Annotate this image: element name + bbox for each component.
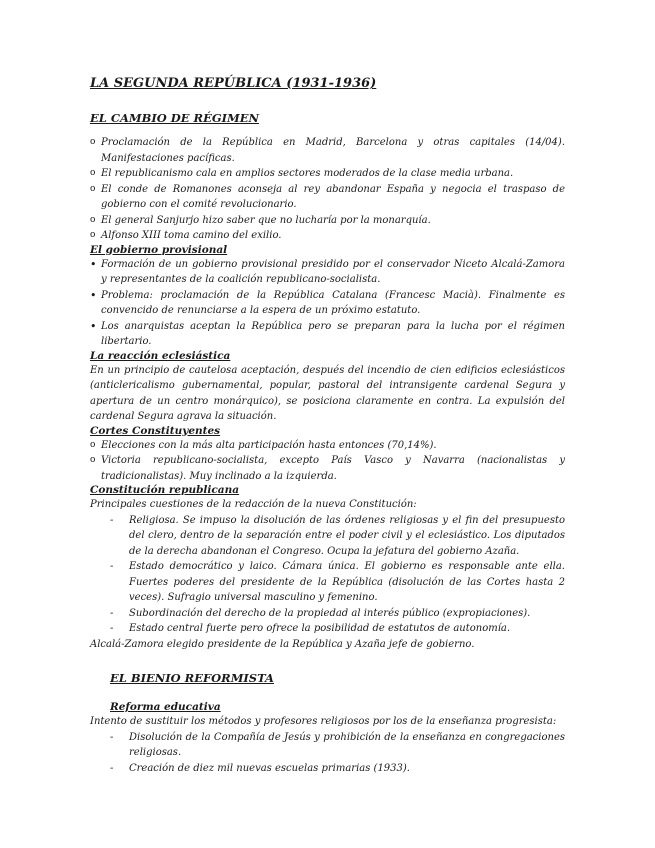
circle-bullet-icon: o: [90, 183, 96, 194]
gobierno-list: [90, 257, 565, 350]
list-item: - Estado central fuerte pero ofrece la posibilidad de estatutos de autonomía.: [110, 621, 565, 637]
dash-bullet-icon: -: [110, 514, 114, 526]
list-item: o Proclamación de la República en Madrid, Barcelona y otras capitales (14/04). Manifestaciones pacíficas.: [90, 137, 565, 164]
list-item: • Problema: proclamación de la República Catalana (Francesc Macià). Finalmente es convencido de renunciarse a la espera de un próximo estatuto.: [90, 288, 565, 316]
list-item: o El republicanismo cala en amplios sectores moderados de la clase media urbana.: [90, 166, 565, 182]
circle-bullet-icon: o: [90, 214, 96, 225]
list-item: o Alfonso XIII toma camino del exilio.: [90, 228, 565, 244]
subheading-constitucion: Constitución republicana: [90, 484, 240, 496]
circle-bullet-icon: o: [90, 455, 96, 465]
subheading-reforma: Reforma educativa: [110, 701, 221, 713]
constitucion-closing: Alcalá-Zamora elegido presidente de la República y Azaña jefe de gobierno.: [90, 638, 475, 650]
circle-bullet-icon: o: [90, 439, 96, 450]
list-item: o El conde de Romanones aconseja al rey abandonar España y negocia el traspaso de gobierno con el comité revolucionario.: [90, 183, 565, 210]
list-item: - Disolución de la Compañía de Jesús y prohibición de la enseñanza en congregaciones religiosas.: [110, 731, 565, 758]
circle-bullet-icon: o: [90, 168, 96, 178]
list-item: - Subordinación del derecho de la propiedad al interés público (expropiaciones).: [110, 606, 565, 622]
constitucion-list: [110, 513, 565, 637]
dash-bullet-icon: -: [110, 731, 114, 743]
list-item: - Estado democrático y laico. Cámara única. El gobierno es responsable ante ella. Fuertes poderes del presidente de la República (disolución de las Cortes hasta 2 veces). Sufragio universal masculino y femenino.: [110, 561, 565, 603]
constitucion-intro: Principales cuestiones de la redacción de la nueva Constitución:: [90, 499, 417, 510]
list-item: o Elecciones con la más alta participación hasta entonces (70,14%).: [90, 438, 565, 454]
list-item: - Religiosa. Se impuso la disolución de las órdenes religiosas y el fin del presupuesto del clero, dentro de la separación entre el poder civil y el eclesiástico. Los diputados de la derecha abandonan el Congreso. Ocupa la jefatura del gobierno Azaña.: [110, 514, 565, 557]
section-heading-bienio: EL BIENIO REFORMISTA: [110, 671, 274, 685]
subheading-gobierno: El gobierno provisional: [90, 243, 228, 256]
document-title: LA SEGUNDA REPÚBLICA (1931-1936): [90, 76, 377, 91]
list-item: • Los anarquistas aceptan la República pero se preparan para la lucha por el régimen libertario.: [90, 319, 565, 347]
list-item: - Creación de diez mil nuevas escuelas primarias (1933).: [110, 761, 565, 777]
bullet-icon: •: [90, 288, 97, 302]
subheading-cortes: Cortes Constituyentes: [90, 424, 221, 437]
circle-bullet-icon: o: [90, 230, 96, 240]
subheading-reaccion: La reacción eclesiástica: [90, 349, 231, 362]
dash-bullet-icon: -: [110, 607, 114, 619]
list-item: • Formación de un gobierno provisional presidido por el conservador Niceto Alcalá-Zamora y representantes de la coalición republicano-socialista.: [90, 257, 565, 285]
reaccion-paragraph: En un principio de cautelosa aceptación, después del incendio de cien edificios eclesiásticos (anticlericalismo gubernamental, popular, pastoral del intransigente cardenal Segura y apertura de un centro monárquico), se posiciona claramente en contra. La expulsión del cardenal Segura agrava la situación.: [90, 364, 565, 422]
bullet-icon: •: [90, 319, 97, 333]
list-item: o Victoria republicano-socialista, excepto País Vasco y Navarra (nacionalistas y tradicionalistas). Muy inclinado a la izquierda.: [90, 455, 565, 482]
cortes-list: [90, 438, 565, 485]
circle-bullet-icon: o: [90, 137, 96, 147]
dash-bullet-icon: -: [110, 623, 114, 634]
cambio-list: [90, 135, 565, 244]
dash-bullet-icon: -: [110, 561, 114, 572]
bullet-icon: •: [90, 257, 97, 271]
section-heading-cambio: EL CAMBIO DE RÉGIMEN: [90, 111, 260, 125]
reforma-list: [110, 730, 565, 777]
dash-bullet-icon: -: [110, 762, 114, 774]
reforma-intro: Intento de sustituir los métodos y profesores religiosos por los de la enseñanza progresista:: [90, 716, 557, 727]
list-item: o El general Sanjurjo hizo saber que no lucharía por la monarquía.: [90, 213, 565, 229]
